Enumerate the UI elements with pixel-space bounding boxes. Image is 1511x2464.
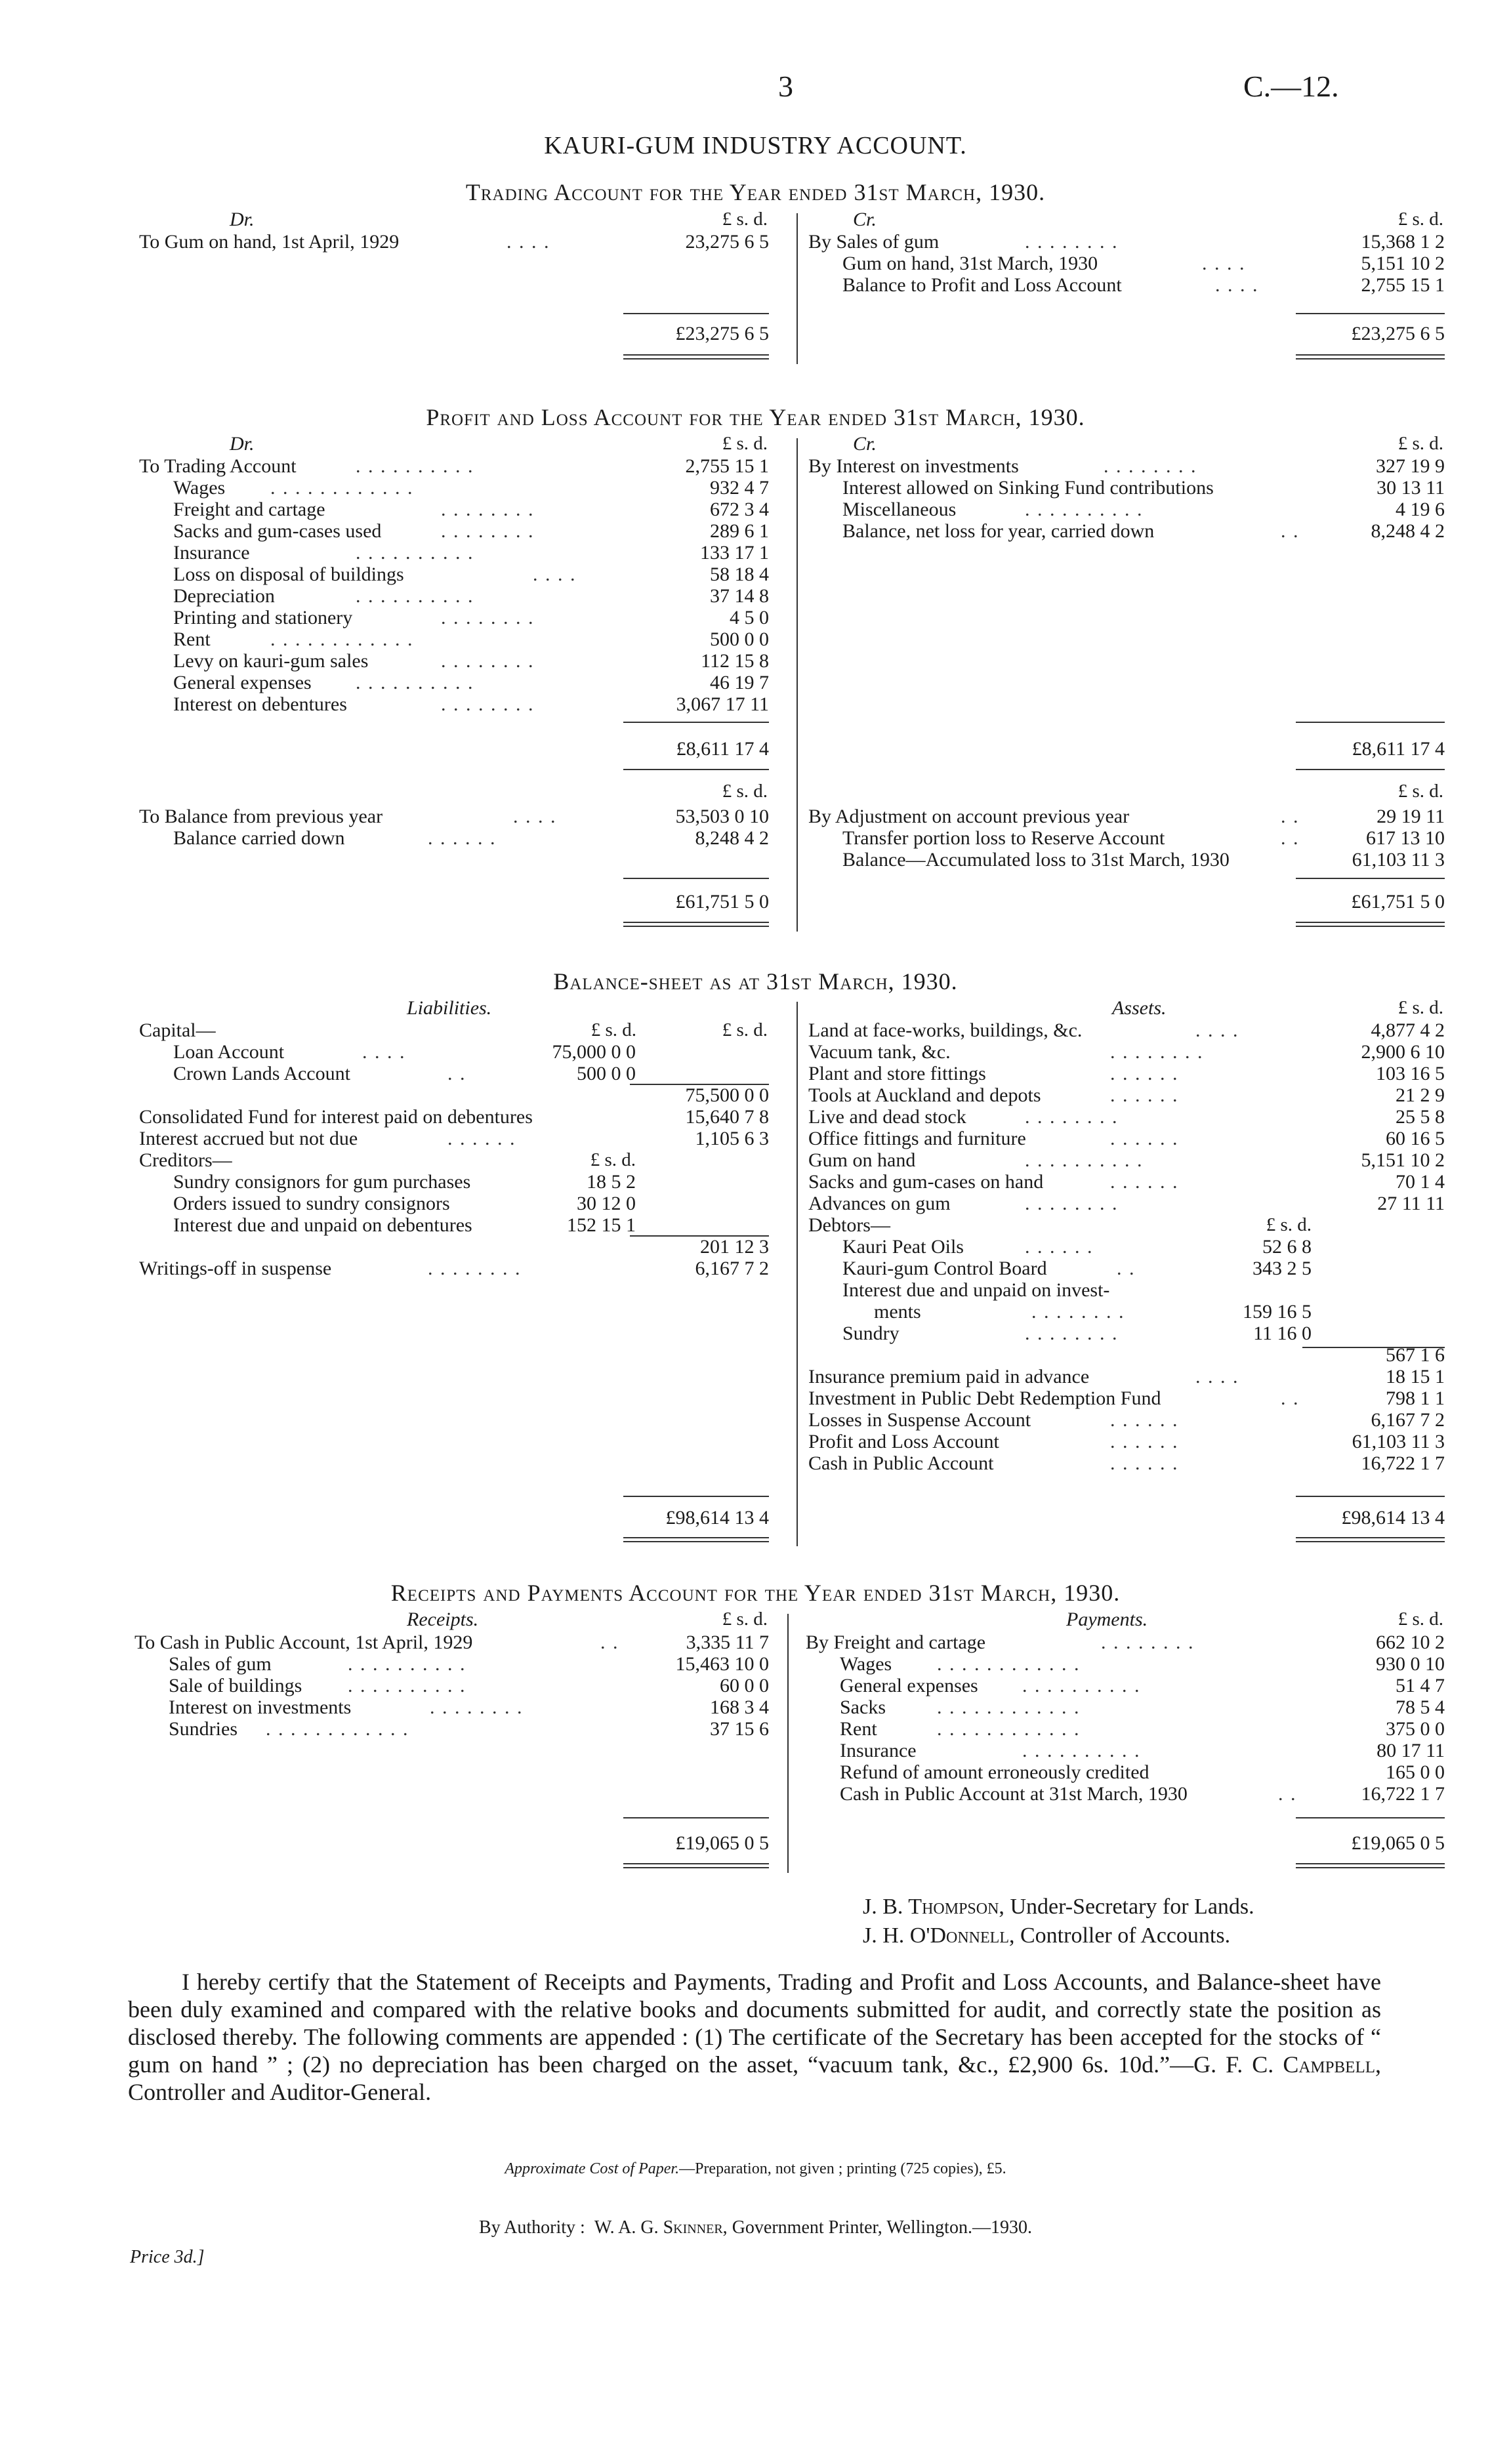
loan-row: Loan Account . . . . 75,000 0 0 — [173, 1041, 636, 1063]
balance-right-total: £98,614 13 4 — [1341, 1507, 1445, 1529]
balance-right-double-rule — [1296, 1537, 1445, 1542]
trading-left-unit: £ s. d. — [722, 209, 768, 230]
balance-divider — [797, 1002, 798, 1546]
assets-unit: £ s. d. — [1397, 997, 1443, 1018]
assets-label: Assets. — [1112, 997, 1167, 1019]
trading-dr-label: Dr. — [230, 209, 255, 230]
receipts-divider — [787, 1614, 789, 1873]
creditors-row: Creditors— £ s. d. — [139, 1149, 636, 1171]
receipts-label: Receipts. — [407, 1609, 479, 1630]
pnl-left-row: To Trading Account . . . . . . . . . . 2,755 15 1 — [139, 455, 769, 477]
payment-row: Refund of amount erroneously credited 165 0 0 — [840, 1761, 1445, 1783]
pnl-left-row: Balance carried down . . . . . . 8,248 4 2 — [173, 827, 769, 849]
liab-unit-inner: £ s. d. — [590, 1019, 636, 1040]
trading-cr-label: Cr. — [853, 209, 877, 230]
pnl-left-lines — [139, 455, 769, 715]
pnl-right-row: Balance—Accumulated loss to 31st March, 1930 61,103 11 3 — [842, 849, 1445, 871]
receipt-row: To Cash in Public Account, 1st April, 1929 . . 3,335 11 7 — [135, 1632, 769, 1653]
payment-row: Insurance . . . . . . . . . . 80 17 11 — [840, 1740, 1445, 1761]
pnl-right-row: Transfer portion loss to Reserve Account . . 617 13 10 — [842, 827, 1445, 849]
payments-unit: £ s. d. — [1397, 1609, 1443, 1630]
pnl-right-rule — [1296, 722, 1445, 723]
asset-row: Live and dead stock . . . . . . . . 25 5 8 — [808, 1106, 1445, 1128]
trading-title: Trading Account for the Year ended 31st March, 1930. — [465, 179, 1046, 205]
pnl-left-row: Wages . . . . . . . . . . . . 932 4 7 — [173, 477, 769, 499]
pnl-cr-label: Cr. — [853, 433, 877, 455]
liab-unit-outer: £ s. d. — [722, 1019, 768, 1040]
pnl-left-row: Insurance . . . . . . . . . . 133 17 1 — [173, 542, 769, 564]
payment-row: Cash in Public Account at 31st March, 1930 . . 16,722 1 7 — [840, 1783, 1445, 1805]
trading-right-row: Balance to Profit and Loss Account . . . . 2,755 15 1 — [842, 274, 1445, 296]
pnl-left-row: Sacks and gum-cases used . . . . . . . . 289 6 1 — [173, 520, 769, 542]
asset-row: Investment in Public Debt Redemption Fund . . 798 1 1 — [808, 1387, 1445, 1409]
asset-row: Losses in Suspense Account . . . . . . 6,167 7 2 — [808, 1409, 1445, 1431]
pnl-left-row: Depreciation . . . . . . . . . . 37 14 8 — [173, 585, 769, 607]
pnl-left-total2: £61,751 5 0 — [675, 891, 769, 913]
payment-row: By Freight and cartage . . . . . . . . 662 10 2 — [806, 1632, 1445, 1653]
payments-total: £19,065 0 5 — [1351, 1832, 1445, 1854]
pnl-right-rule2 — [1296, 769, 1445, 770]
debtor-row: Sundry . . . . . . . . 11 16 0 — [842, 1323, 1312, 1344]
debtor-row: ments . . . . . . . . 159 16 5 — [874, 1301, 1312, 1323]
pnl-left-lines2 — [139, 806, 769, 849]
pnl-right-double-rule — [1296, 922, 1445, 927]
receipt-row: Sales of gum . . . . . . . . . . 15,463 10 0 — [169, 1653, 769, 1675]
receipts-title: Receipts and Payments Account for the Year ended 31st March, 1930. — [390, 1580, 1121, 1606]
balance-left-double-rule — [623, 1537, 769, 1542]
trading-right-row: By Sales of gum . . . . . . . . 15,368 1 2 — [808, 231, 1445, 253]
pnl-right-lines2 — [808, 806, 1445, 871]
pnl-left-row: Rent . . . . . . . . . . . . 500 0 0 — [173, 628, 769, 650]
payment-row: General expenses . . . . . . . . . . 51 4 7 — [840, 1675, 1445, 1696]
receipts-double-rule — [623, 1863, 769, 1868]
trading-left-rule — [623, 313, 769, 314]
trading-left-row: To Gum on hand, 1st April, 1929 . . . . 23,275 6 5 — [139, 231, 769, 253]
writings-row: Writings-off in suspense . . . . . . . . 6,167 7 2 — [139, 1258, 769, 1279]
payment-row: Sacks . . . . . . . . . . . . 78 5 4 — [840, 1696, 1445, 1718]
creditors-total-row: 201 12 3 — [700, 1236, 769, 1258]
consolidated-row: Consolidated Fund for interest paid on debentures 15,640 7 8 — [139, 1106, 769, 1128]
payment-row: Wages . . . . . . . . . . . . 930 0 10 — [840, 1653, 1445, 1675]
pnl-divider — [797, 438, 798, 932]
asset-row: Sacks and gum-cases on hand . . . . . . 70 1 4 — [808, 1171, 1445, 1193]
balance-right-rule — [1296, 1496, 1445, 1497]
balance-left-total: £98,614 13 4 — [665, 1507, 769, 1529]
pnl-left-row: Loss on disposal of buildings . . . . 58 18 4 — [173, 564, 769, 585]
trading-left-double-rule — [623, 354, 769, 359]
trading-right-row: Gum on hand, 31st March, 1930 . . . . 5,151 10 2 — [842, 253, 1445, 274]
pnl-dr-label: Dr. — [230, 433, 255, 455]
creditors-rule — [630, 1235, 769, 1237]
debtors-total-row: 567 1 6 — [1386, 1344, 1445, 1366]
assets-lines — [808, 1019, 1445, 1474]
asset-row: Insurance premium paid in advance . . . . 18 15 1 — [808, 1366, 1445, 1387]
payments-rule — [1296, 1817, 1445, 1818]
balance-title: Balance-sheet as at 31st March, 1930. — [553, 968, 958, 995]
asset-row: Land at face-works, buildings, &c. . . . . 4,877 4 2 — [808, 1019, 1445, 1041]
receipts-lines — [135, 1632, 769, 1740]
pnl-left-rule2 — [623, 769, 769, 770]
accrued-row: Interest accrued but not due . . . . . . 1,105 6 3 — [139, 1128, 769, 1149]
sundry-consignors-row: Sundry consignors for gum purchases 18 5 2 — [173, 1171, 636, 1193]
printer-authority: By Authority : W. A. G. Skinner, Government Printer, Wellington.—1930. — [479, 2217, 1032, 2238]
pnl-right-unit: £ s. d. — [1397, 433, 1443, 454]
receipts-rule — [623, 1817, 769, 1818]
pnl-right-row: Interest allowed on Sinking Fund contributions 30 13 11 — [842, 477, 1445, 499]
audit-certificate: I hereby certify that the Statement of Receipts and Payments, Trading and Profit and Loss Accounts, and Balance-sheet have been duly examined and compared with the relative books and documents submitted for audit, and correctly state the position as disclosed thereby. The following comments are appended : (1) The certificate of the Secretary has been accepted for the stocks of “ gum on hand ” ; (2) no depreciation has been charged on the asset, “vacuum tank, &c., £2,900 6s. 10d.”—G. F. C. Campbell, Controller and Auditor-General. — [128, 1969, 1381, 2105]
pnl-left-total: £8,611 17 4 — [676, 738, 769, 760]
pnl-right-lines — [808, 455, 1445, 542]
asset-row: Office fittings and furniture . . . . . . 60 16 5 — [808, 1128, 1445, 1149]
balance-left-rule — [623, 1496, 769, 1497]
trading-left-total: £23,275 6 5 — [675, 323, 769, 344]
receipts-total: £19,065 0 5 — [675, 1832, 769, 1854]
pnl-title: Profit and Loss Account for the Year ended 31st March, 1930. — [426, 404, 1085, 430]
debtors-row: Debtors— £ s. d. — [808, 1214, 1312, 1236]
pnl-right-total: £8,611 17 4 — [1352, 738, 1445, 760]
signature-2: J. H. O'Donnell, Controller of Accounts. — [863, 1923, 1231, 1948]
liabilities-lines — [139, 1019, 769, 1279]
asset-row: Gum on hand . . . . . . . . . . 5,151 10 2 — [808, 1149, 1445, 1171]
trading-divider — [797, 213, 798, 364]
pnl-left-row: General expenses . . . . . . . . . . 46 19 7 — [173, 672, 769, 693]
pnl-right-row: By Interest on investments . . . . . . . . 327 19 9 — [808, 455, 1445, 477]
pnl-left-row: Levy on kauri-gum sales . . . . . . . . 112 15 8 — [173, 650, 769, 672]
cost-of-paper: Approximate Cost of Paper.—Preparation, not given ; printing (725 copies), £5. — [505, 2160, 1006, 2177]
pnl-right-total2: £61,751 5 0 — [1351, 891, 1445, 913]
price: Price 3d.] — [130, 2247, 205, 2267]
orders-row: Orders issued to sundry consignors 30 12 0 — [173, 1193, 636, 1214]
pnl-left-unit2: £ s. d. — [722, 781, 768, 802]
interest-due-row: Interest due and unpaid on debentures 152 15 1 — [173, 1214, 636, 1236]
asset-row: Vacuum tank, &c. . . . . . . . . 2,900 6 10 — [808, 1041, 1445, 1063]
pnl-left-rule — [623, 722, 769, 723]
asset-row: Profit and Loss Account . . . . . . 61,103 11 3 — [808, 1431, 1445, 1452]
pnl-left-unit: £ s. d. — [722, 433, 768, 454]
pnl-right-unit2: £ s. d. — [1397, 781, 1443, 802]
asset-row: Advances on gum . . . . . . . . 27 11 11 — [808, 1193, 1445, 1214]
receipt-row: Interest on investments . . . . . . . . 168 3 4 — [169, 1696, 769, 1718]
receipt-row: Sundries . . . . . . . . . . . . 37 15 6 — [169, 1718, 769, 1740]
debtor-row: Interest due and unpaid on invest- — [842, 1279, 1110, 1301]
trading-right-rule — [1296, 313, 1445, 314]
payments-double-rule — [1296, 1863, 1445, 1868]
pnl-right-row: By Adjustment on account previous year . . 29 19 11 — [808, 806, 1445, 827]
trading-right-total: £23,275 6 5 — [1351, 323, 1445, 344]
pnl-right-row: Miscellaneous . . . . . . . . . . 4 19 6 — [842, 499, 1445, 520]
receipts-unit: £ s. d. — [722, 1609, 768, 1630]
document-title: KAURI-GUM INDUSTRY ACCOUNT. — [544, 132, 967, 159]
pnl-left-rule3 — [623, 878, 769, 879]
pnl-left-row: Interest on debentures . . . . . . . . 3,067 17 11 — [173, 693, 769, 715]
payments-lines — [806, 1632, 1445, 1805]
payment-row: Rent . . . . . . . . . . . . 375 0 0 — [840, 1718, 1445, 1740]
liabilities-label: Liabilities. — [407, 997, 492, 1019]
debtors-rule — [1302, 1347, 1445, 1348]
receipt-row: Sale of buildings . . . . . . . . . . 60 0 0 — [169, 1675, 769, 1696]
pnl-left-row: To Balance from previous year . . . . 53,503 0 10 — [139, 806, 769, 827]
crown-row: Crown Lands Account . . 500 0 0 — [173, 1063, 636, 1084]
trading-right-double-rule — [1296, 354, 1445, 359]
pnl-right-row: Balance, net loss for year, carried down . . 8,248 4 2 — [842, 520, 1445, 542]
capital-rule — [630, 1084, 769, 1085]
pnl-left-row: Freight and cartage . . . . . . . . 672 3 4 — [173, 499, 769, 520]
trading-right-unit: £ s. d. — [1397, 209, 1443, 230]
debtor-row: Kauri Peat Oils . . . . . . 52 6 8 — [842, 1236, 1312, 1258]
asset-row: Plant and store fittings . . . . . . 103 16 5 — [808, 1063, 1445, 1084]
pnl-right-rule3 — [1296, 878, 1445, 879]
asset-row: Cash in Public Account . . . . . . 16,722 1 7 — [808, 1452, 1445, 1474]
capital-row: Capital— — [139, 1019, 216, 1041]
pnl-left-double-rule — [623, 922, 769, 927]
asset-row: Tools at Auckland and depots . . . . . . 21 2 9 — [808, 1084, 1445, 1106]
page-reference: C.—12. — [1243, 70, 1339, 103]
debtor-row: Kauri-gum Control Board . . 343 2 5 — [842, 1258, 1312, 1279]
trading-left-lines — [139, 231, 769, 253]
trading-right-lines — [808, 231, 1445, 296]
pnl-left-row: Printing and stationery . . . . . . . . 4 5 0 — [173, 607, 769, 628]
page-number: 3 — [778, 70, 793, 103]
signature-1: J. B. Thompson, Under-Secretary for Lands. — [863, 1895, 1254, 1919]
payments-label: Payments. — [1066, 1609, 1148, 1630]
capital-total-row: 75,500 0 0 — [685, 1084, 769, 1106]
